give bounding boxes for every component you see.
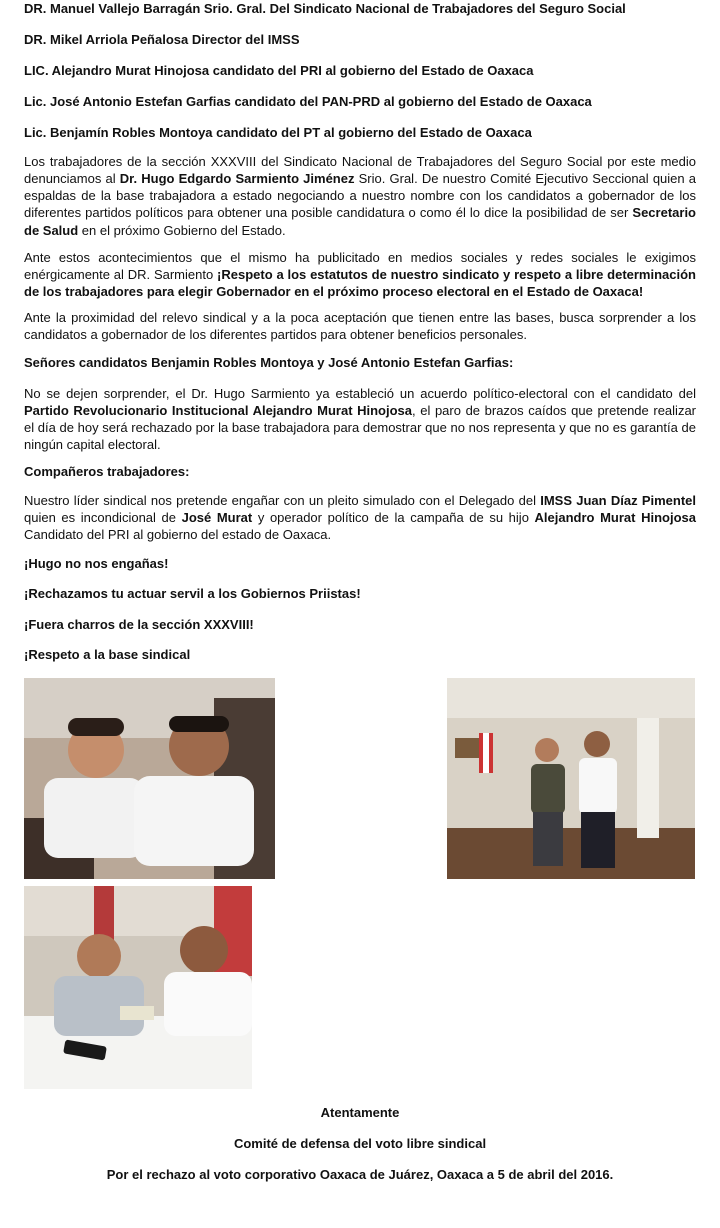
addressee-2: DR. Mikel Arriola Peñalosa Director del IMSS: [24, 32, 300, 47]
slogan-2: ¡Rechazamos tu actuar servil a los Gobiernos Priistas!: [24, 586, 361, 601]
paragraph-acuerdo: [24, 385, 696, 454]
text-run: Nuestro líder sindical nos pretende engañar con un pleito simulado con el Delegado del: [24, 493, 541, 508]
text-run: quien es incondicional de: [24, 510, 182, 526]
text-run: , el paro de brazos caídos que pretende realizar el día de hoy será rechazado por la base trabajadora para demostrar que no nos representa y que no es garantía de ningún capital electoral.: [24, 403, 696, 453]
heading-companeros: Compañeros trabajadores:: [24, 464, 190, 479]
addressee-4: Lic. José Antonio Estefan Garfias candidato del PAN-PRD al gobierno del Estado de Oaxaca: [24, 94, 592, 109]
bold-name: José Murat: [181, 510, 253, 526]
closing-place-date: Por el rechazo al voto corporativo Oaxaca de Juárez, Oaxaca a 5 de abril del 2016.: [106, 1167, 614, 1182]
bold-name: Alejandro Murat Hinojosa: [534, 510, 696, 526]
addressee-1: DR. Manuel Vallejo Barragán Srio. Gral. Del Sindicato Nacional de Trabajadores del Seguro Social: [24, 1, 626, 16]
bold-demand: ¡Respeto a los estatutos de nuestro sindicato y respeto a libre determinación de los trabajadores para elegir Gobernador en el próximo proceso electoral en el Estado de Oaxaca!: [24, 267, 697, 300]
paragraph-lider: [24, 492, 696, 543]
slogan-1: ¡Hugo no nos engañas!: [24, 556, 169, 571]
slogan-4: ¡Respeto a la base sindical: [24, 647, 191, 662]
heading-candidatos: Señores candidatos Benjamin Robles Montoya y José Antonio Estefan Garfias:: [24, 355, 514, 370]
closing-committee: Comité de defensa del voto libre sindical: [233, 1136, 487, 1151]
text-run: en el próximo Gobierno del Estado.: [78, 222, 286, 238]
text-run: y operador político de la campaña de su hijo: [252, 510, 535, 526]
photo-car-two-men: [24, 678, 275, 879]
text-run: Srio. Gral. De nuestro Comité Ejecutivo Seccional quien a espaldas de la base trabajadora a estado negociando a nuestro nombre con los candidatos a gobernador de los diferentes partidos políticos para obtener una posible candidatura o como él lo dice la posibilidad de ser: [24, 171, 697, 221]
paragraph-denuncia: [24, 153, 696, 239]
text-run: No se dejen sorprender, el Dr. Hugo Sarmiento ya estableció un acuerdo político-electoral con el candidato del: [24, 386, 696, 401]
paragraph-relevo: Ante la proximidad del relevo sindical y a la poca aceptación que tienen entre las bases, busca sorprender a los candidatos a gobernador de los diferentes partidos para obtener beneficios personales.: [24, 310, 696, 343]
text-run: Los trabajadores de la sección XXXVIII del Sindicato Nacional de Trabajadores del Seguro Social por este medio denunciamos al: [24, 154, 696, 187]
addressee-5: Lic. Benjamín Robles Montoya candidato del PT al gobierno del Estado de Oaxaca: [24, 125, 532, 140]
slogan-3: ¡Fuera charros de la sección XXXVIII!: [24, 617, 254, 632]
text-run: Ante estos acontecimientos que el mismo ha publicitado en medios sociales y redes sociales le exigimos enérgicamente al DR. Sarmiento: [24, 250, 696, 283]
photo-table-two-men: [24, 886, 252, 1089]
text-run: Candidato del PRI al gobierno del estado de Oaxaca.: [24, 527, 332, 543]
photo-office-two-men: [447, 678, 695, 879]
bold-party: Partido Revolucionario Institucional Alejandro Murat Hinojosa: [24, 403, 413, 419]
bold-term: Secretario de Salud: [24, 205, 696, 238]
addressee-3: LIC. Alejandro Murat Hinojosa candidato del PRI al gobierno del Estado de Oaxaca: [24, 63, 534, 78]
bold-name: IMSS Juan Díaz Pimentel: [540, 493, 696, 508]
closing-atentamente: Atentamente: [320, 1105, 400, 1120]
paragraph-exigencia: [24, 249, 696, 300]
bold-name: Dr. Hugo Edgardo Sarmiento Jiménez: [119, 171, 355, 187]
